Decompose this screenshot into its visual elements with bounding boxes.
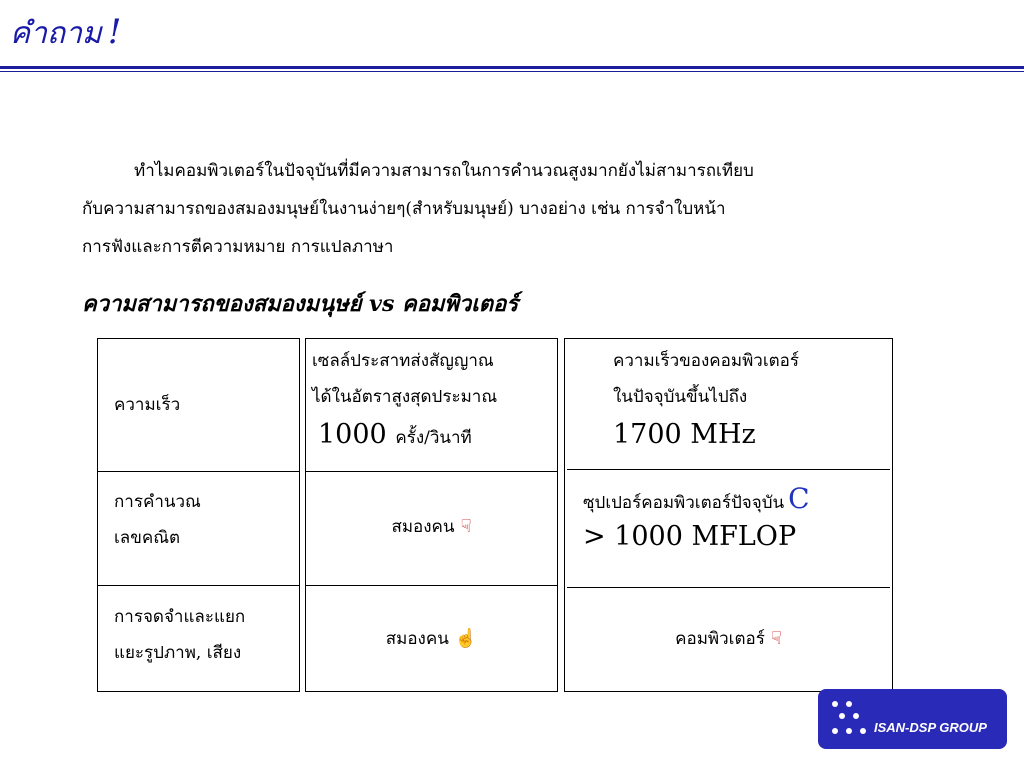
computer-arithmetic-value: > 1000 MFLOP [583,521,797,552]
brain-arithmetic [306,509,557,545]
title-exclamation: ! [107,12,122,52]
brain-speed [312,343,497,455]
computer-speed-line-1: ความเร็วของคอมพิวเตอร์ [613,351,800,371]
page-title [10,12,121,54]
criteria-arithmetic-line-1: การคำนวณ [114,492,201,512]
computer-arithmetic [583,481,810,557]
brain-speed-line-1: เซลล์ประสาทส่งสัญญาณ [312,351,494,371]
copyright-mark: C [788,482,810,515]
computer-recognition-label: คอมพิวเตอร์ [675,629,765,649]
brain-arithmetic-label: สมองคน [391,517,455,537]
thumbs-down-icon: ☟ [770,628,782,649]
row-divider [306,585,557,586]
comparison-heading: ความสามารถของสมองมนุษย์ vs คอมพิวเตอร์ [82,291,519,317]
criteria-speed-label: ความเร็ว [114,395,181,415]
criteria-recognition [114,599,245,671]
computer-column [564,338,893,692]
computer-recognition [565,621,892,657]
brain-speed-line-2: ได้ในอัตราสูงสุดประมาณ [312,387,498,407]
criteria-recognition-line-2: แยะรูปภาพ, เสียง [114,643,242,663]
title-rule-thick [0,66,1024,69]
row-divider [567,587,890,588]
computer-arithmetic-line-1: ซุปเปอร์คอมพิวเตอร์ปัจจุบัน [583,493,785,513]
row-divider [98,585,299,586]
intro-line-2: กับความสามารถของสมองมนุษย์ในงานง่ายๆ(สำหรับมนุษย์) บางอย่าง เช่น การจำใบหน้า [82,199,726,219]
criteria-arithmetic [114,484,201,556]
row-divider [98,471,299,472]
title-text: คำถาม [10,16,102,51]
brain-speed-value-line [312,415,497,455]
isan-dsp-logo [818,689,1007,749]
computer-speed-value: 1700 MHz [613,419,756,450]
thumbs-up-icon: ☝ [454,628,478,649]
computer-speed [613,343,799,455]
dot-grid-icon [830,698,870,742]
computer-speed-line-2: ในปัจจุบันขึ้นไปถึง [613,387,748,407]
brain-recognition-label: สมองคน [385,629,449,649]
brain-speed-unit: ครั้ง/วินาที [395,428,472,448]
thumbs-down-icon: ☟ [460,516,472,537]
row-divider [567,469,890,470]
brain-recognition [306,621,557,657]
row-divider [306,471,557,472]
criteria-column [97,338,300,692]
criteria-recognition-line-1: การจดจำและแยก [114,607,246,627]
intro-line-3: การฟังและการตีความหมาย การแปลภาษา [82,237,394,257]
intro-line-1: ทำไมคอมพิวเตอร์ในปัจจุบันที่มีความสามารถในการคำนวณสูงมากยังไม่สามารถเทียบ [134,161,754,181]
brain-speed-value: 1000 [318,419,387,450]
intro-paragraph [82,152,942,266]
title-rule-thin [0,71,1024,72]
criteria-arithmetic-line-2: เลขคณิต [114,528,181,548]
brain-column [305,338,558,692]
logo-text: ISAN-DSP GROUP [874,720,987,735]
criteria-speed [114,387,180,423]
